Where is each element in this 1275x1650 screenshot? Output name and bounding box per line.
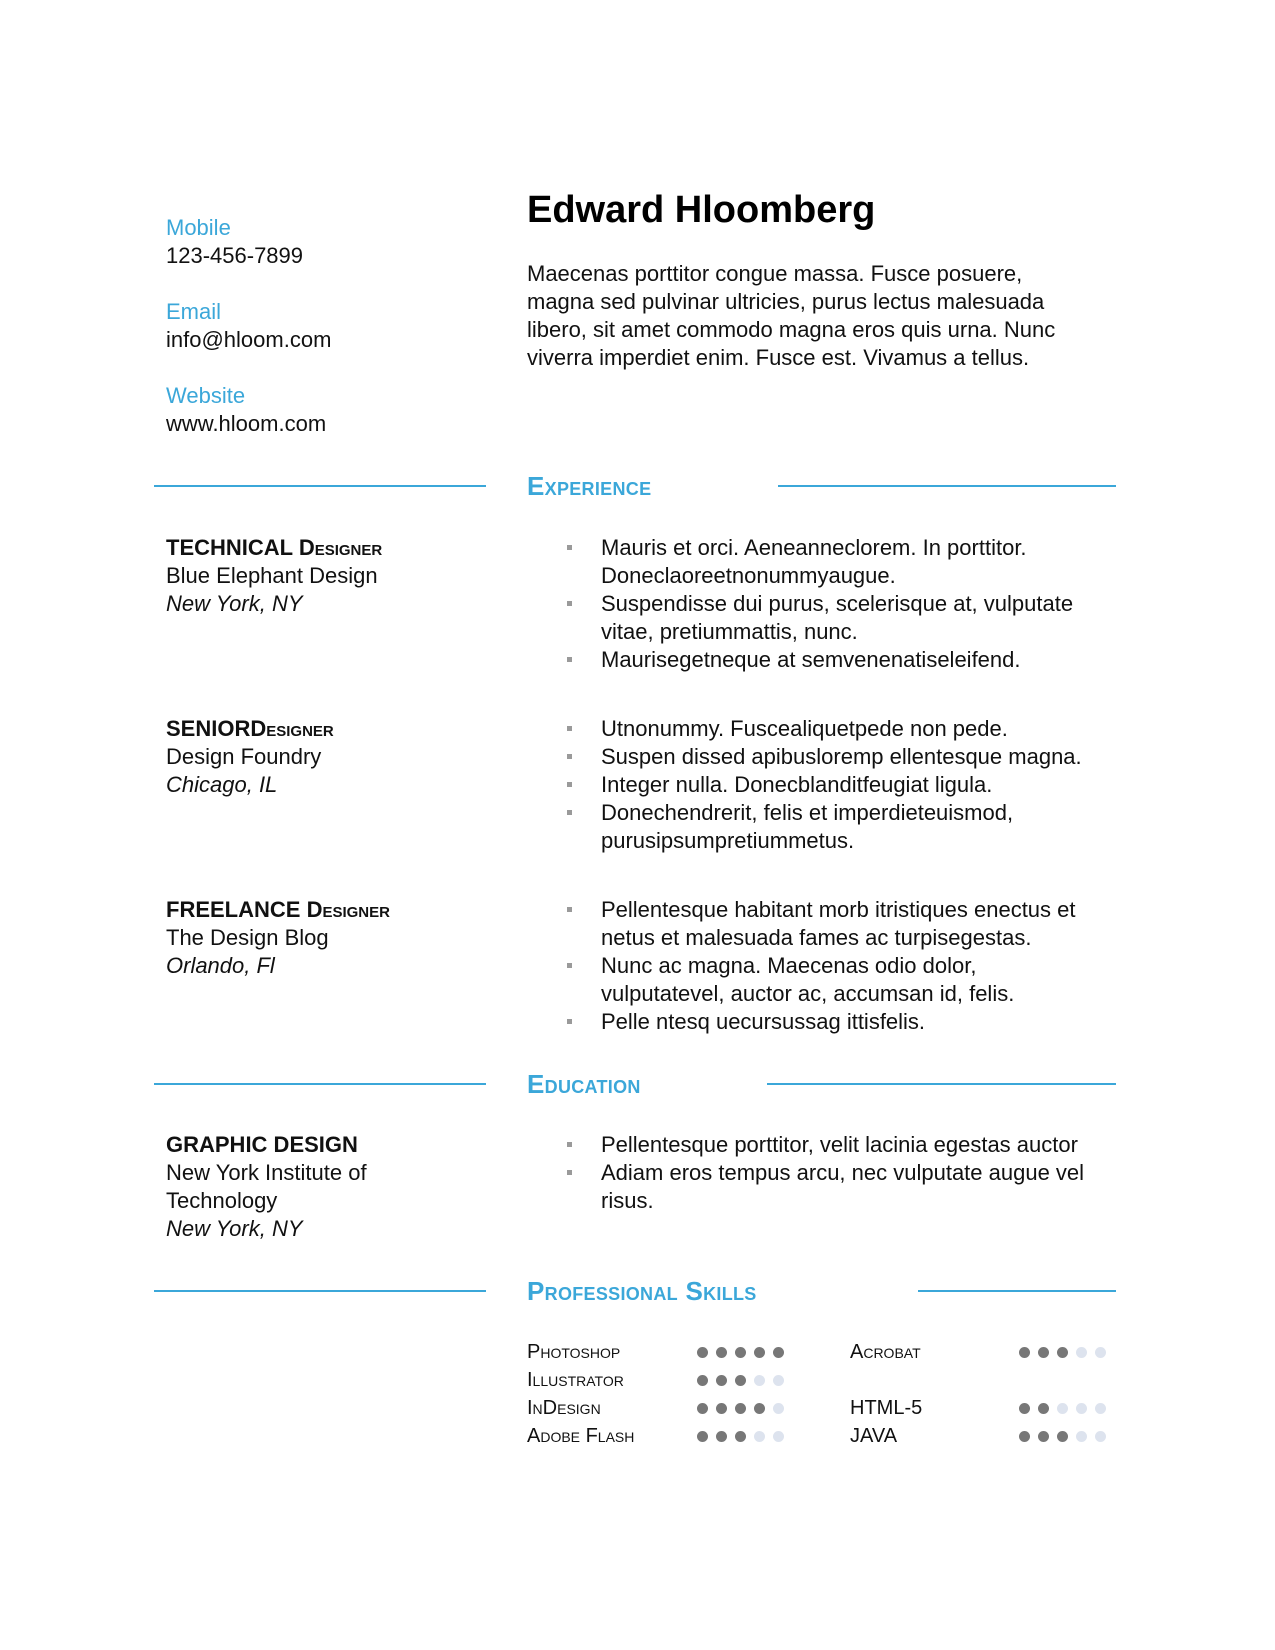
school-name: New York Institute of Technology bbox=[166, 1160, 367, 1213]
list-item: Pelle ntesq uecursussag ittisfelis. bbox=[563, 1008, 1088, 1036]
company-name: Design Foundry bbox=[166, 744, 322, 769]
rating-dot-filled bbox=[754, 1403, 765, 1414]
skill-name: HTML-5 bbox=[850, 1397, 923, 1419]
skill-name: Illustrator bbox=[527, 1369, 624, 1391]
rating-dot-filled bbox=[716, 1431, 727, 1442]
list-item: Maurisegetneque at semvenenatiseleifend. bbox=[563, 646, 1088, 674]
job-1-bullets bbox=[563, 534, 1088, 674]
list-item: Utnonummy. Fuscealiquetpede non pede. bbox=[563, 715, 1088, 743]
job-block-2 bbox=[166, 715, 334, 799]
left-rule-skills bbox=[154, 1290, 486, 1292]
mobile-label: Mobile bbox=[166, 215, 231, 240]
skill-rating bbox=[697, 1422, 784, 1450]
job-title bbox=[166, 534, 382, 562]
job-2-bullets bbox=[563, 715, 1088, 855]
summary-text: Maecenas porttitor congue massa. Fusce posuere, magna sed pulvinar ultricies, purus lectus malesuada libero, sit amet commodo magna eros quis urna. Nunc viverra imperdiet enim. Fusce est. Vivamus a tellus. bbox=[527, 261, 1056, 370]
skill-rating bbox=[697, 1338, 784, 1366]
job-location: New York, NY bbox=[166, 591, 303, 616]
rating-dot-empty bbox=[773, 1403, 784, 1414]
rating-dot-filled bbox=[716, 1347, 727, 1358]
rating-dot-empty bbox=[754, 1431, 765, 1442]
skill-name: JAVA bbox=[850, 1425, 898, 1447]
rating-dot-filled bbox=[1038, 1347, 1049, 1358]
rating-dot-empty bbox=[1057, 1403, 1068, 1414]
skill-name: Photoshop bbox=[527, 1341, 621, 1363]
skill-rating bbox=[697, 1394, 784, 1422]
skill-rating bbox=[1019, 1422, 1106, 1450]
right-rule-experience bbox=[778, 485, 1116, 487]
rating-dot-filled bbox=[1057, 1347, 1068, 1358]
job-block-3 bbox=[166, 896, 390, 980]
education-heading: Education bbox=[527, 1069, 641, 1099]
skill-name: InDesign bbox=[527, 1397, 601, 1419]
rating-dot-filled bbox=[1019, 1431, 1030, 1442]
rating-dot-filled bbox=[1038, 1431, 1049, 1442]
degree-title: GRAPHIC DESIGN bbox=[166, 1132, 358, 1157]
skill-rating bbox=[697, 1366, 784, 1394]
job-title bbox=[166, 715, 334, 743]
list-item: Pellentesque habitant morb itristiques enectus et netus et malesuada fames ac turpisegestas. bbox=[563, 896, 1088, 952]
rating-dot-filled bbox=[773, 1347, 784, 1358]
job-title-main: TECHNICAL bbox=[166, 535, 299, 560]
job-title-main: SENIORD bbox=[166, 716, 267, 741]
skills-heading: Professional Skills bbox=[527, 1276, 757, 1306]
rating-dot-filled bbox=[697, 1375, 708, 1386]
rating-dot-filled bbox=[735, 1403, 746, 1414]
job-title-main: FREELANCE bbox=[166, 897, 307, 922]
school-location: New York, NY bbox=[166, 1216, 303, 1241]
rating-dot-filled bbox=[1019, 1403, 1030, 1414]
job-title-smallcaps: Designer bbox=[306, 897, 390, 922]
rating-dot-filled bbox=[735, 1375, 746, 1386]
rating-dot-empty bbox=[1095, 1347, 1106, 1358]
rating-dot-filled bbox=[1019, 1347, 1030, 1358]
job-3-bullets bbox=[563, 896, 1088, 1036]
list-item: Suspendisse dui purus, scelerisque at, vulputate vitae, pretiummattis, nunc. bbox=[563, 590, 1088, 646]
rating-dot-filled bbox=[697, 1347, 708, 1358]
rating-dot-empty bbox=[1076, 1431, 1087, 1442]
rating-dot-filled bbox=[697, 1403, 708, 1414]
skill-rating bbox=[1019, 1394, 1106, 1422]
list-item: Integer nulla. Donecblanditfeugiat ligula. bbox=[563, 771, 1088, 799]
list-item: Donechendrerit, felis et imperdieteuismod, purusipsumpretiummetus. bbox=[563, 799, 1088, 855]
right-rule-education bbox=[767, 1083, 1116, 1085]
list-item: Nunc ac magna. Maecenas odio dolor, vulputatevel, auctor ac, accumsan id, felis. bbox=[563, 952, 1088, 1008]
rating-dot-filled bbox=[697, 1431, 708, 1442]
rating-dot-filled bbox=[1038, 1403, 1049, 1414]
education-bullets bbox=[563, 1131, 1088, 1215]
skill-name: Acrobat bbox=[850, 1341, 921, 1363]
email-label: Email bbox=[166, 299, 222, 324]
company-name: The Design Blog bbox=[166, 925, 329, 950]
rating-dot-empty bbox=[1095, 1403, 1106, 1414]
list-item: Adiam eros tempus arcu, nec vulputate augue vel risus. bbox=[563, 1159, 1088, 1215]
skill-rating bbox=[1019, 1338, 1106, 1366]
candidate-name: Edward Hloomberg bbox=[527, 189, 876, 231]
rating-dot-empty bbox=[754, 1375, 765, 1386]
rating-dot-empty bbox=[1095, 1431, 1106, 1442]
website-label: Website bbox=[166, 383, 246, 408]
list-item: Mauris et orci. Aeneanneclorem. In porttitor. Doneclaoreetnonummyaugue. bbox=[563, 534, 1088, 590]
job-title bbox=[166, 896, 390, 924]
rating-dot-filled bbox=[1057, 1431, 1068, 1442]
skill-name: Adobe Flash bbox=[527, 1425, 635, 1447]
list-item: Pellentesque porttitor, velit lacinia egestas auctor bbox=[563, 1131, 1088, 1159]
job-block-1 bbox=[166, 534, 382, 618]
education-block bbox=[166, 1131, 426, 1243]
rating-dot-empty bbox=[773, 1375, 784, 1386]
rating-dot-empty bbox=[1076, 1347, 1087, 1358]
job-location: Chicago, IL bbox=[166, 772, 278, 797]
website-value[interactable]: www.hloom.com bbox=[166, 411, 327, 436]
rating-dot-filled bbox=[754, 1347, 765, 1358]
email-value[interactable]: info@hloom.com bbox=[166, 327, 332, 352]
job-title-smallcaps: esigner bbox=[266, 716, 334, 741]
list-item: Suspen dissed apibusloremp ellentesque magna. bbox=[563, 743, 1088, 771]
left-rule-experience bbox=[154, 485, 486, 487]
rating-dot-filled bbox=[716, 1403, 727, 1414]
mobile-value[interactable]: 123-456-7899 bbox=[166, 243, 304, 268]
rating-dot-empty bbox=[773, 1431, 784, 1442]
experience-heading: Experience bbox=[527, 471, 652, 501]
job-location: Orlando, Fl bbox=[166, 953, 275, 978]
rating-dot-filled bbox=[716, 1375, 727, 1386]
job-title-smallcaps: Designer bbox=[298, 535, 383, 560]
rating-dot-filled bbox=[735, 1431, 746, 1442]
right-rule-skills bbox=[918, 1290, 1116, 1292]
rating-dot-filled bbox=[735, 1347, 746, 1358]
company-name: Blue Elephant Design bbox=[166, 563, 378, 588]
left-rule-education bbox=[154, 1083, 486, 1085]
rating-dot-empty bbox=[1076, 1403, 1087, 1414]
